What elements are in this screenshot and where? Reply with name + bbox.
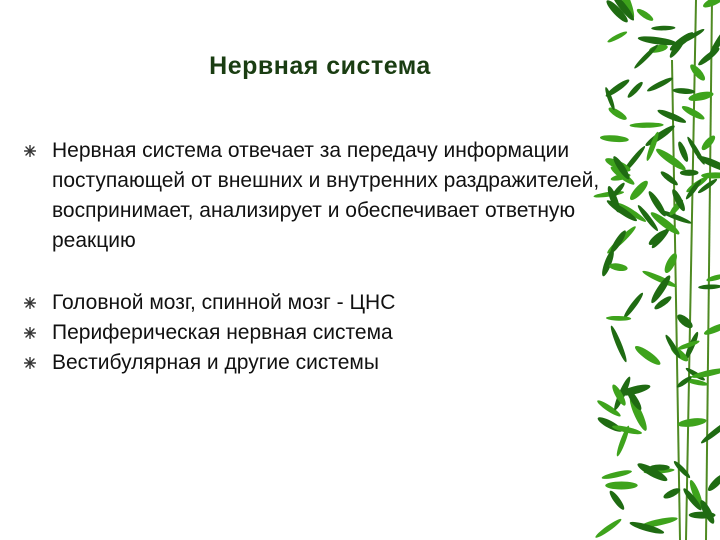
list-item-text: Вестибулярная и другие системы: [52, 351, 379, 374]
asterisk-bullet-icon: [24, 297, 36, 309]
asterisk-bullet-icon: [24, 357, 36, 369]
list-item: [24, 288, 604, 318]
list-item: [24, 348, 604, 378]
bamboo-leaves-icon: [588, 0, 720, 540]
list-item: [24, 136, 604, 256]
bullet-list: [24, 136, 604, 378]
list-item-text: Головной мозг, спинной мозг - ЦНС: [52, 291, 396, 314]
list-item: [24, 318, 604, 348]
list-item-text: Периферическая нервная система: [52, 321, 393, 344]
asterisk-bullet-icon: [24, 145, 36, 157]
list-item-text: Нервная система отвечает за передачу информации поступающей от внешних и внутренних раздражителей, воспринимает, анализирует и обеспечивает ответную реакцию: [52, 139, 600, 252]
asterisk-bullet-icon: [24, 327, 36, 339]
slide-title: Нервная система: [209, 52, 431, 80]
